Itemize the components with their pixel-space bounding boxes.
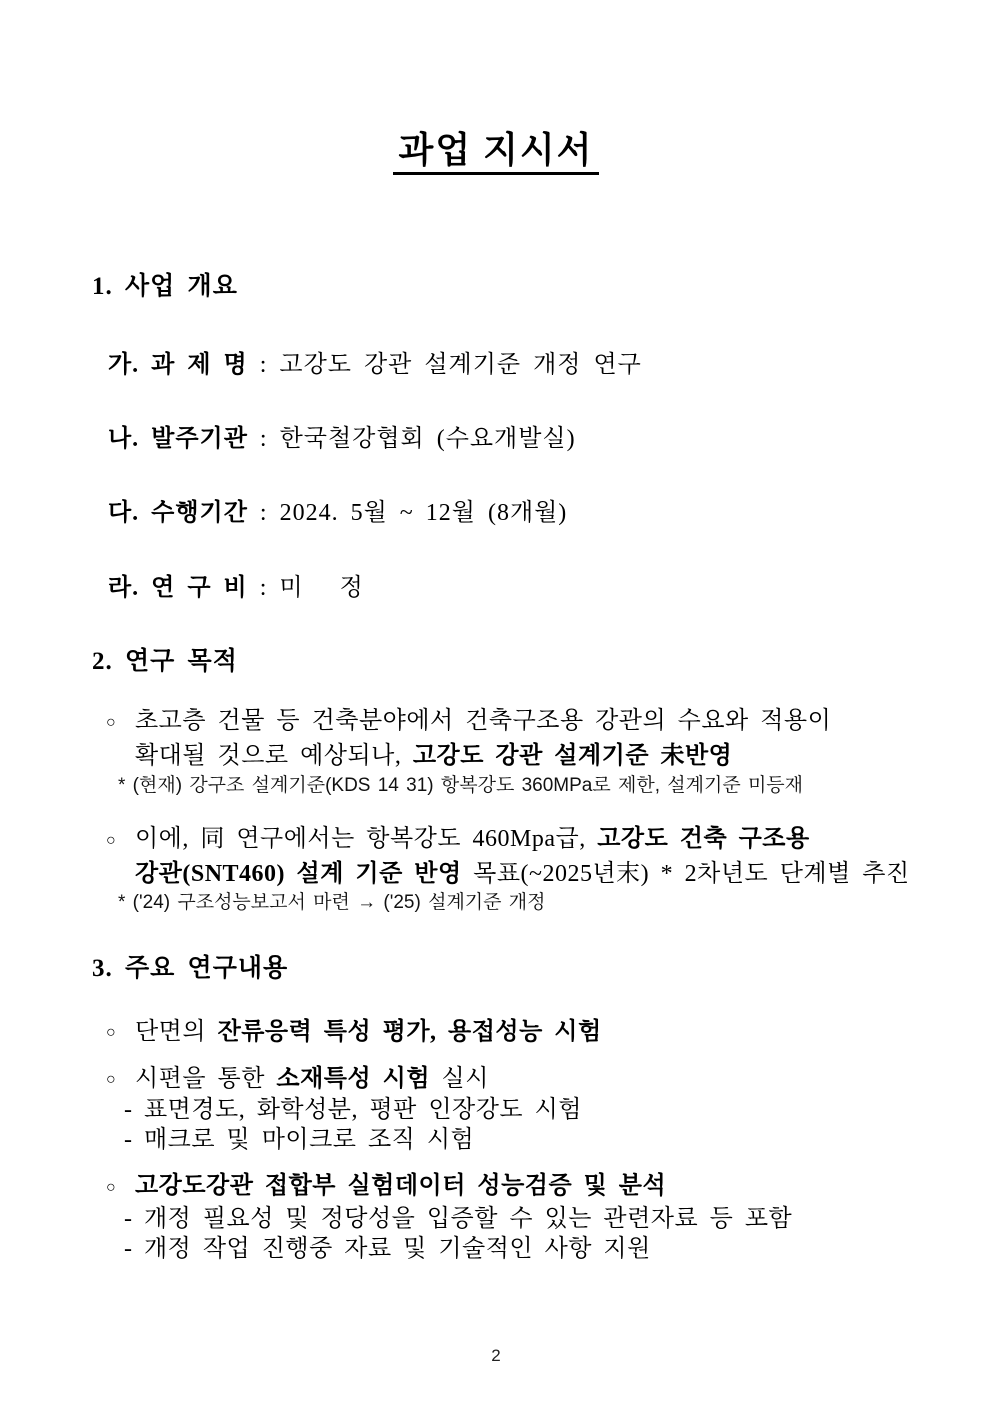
- circle-bullet-icon: ○: [106, 1179, 117, 1196]
- overview-item-ordering-org: [108, 424, 992, 454]
- bullet-text: 초고층 건물 등 건축분야에서 건축구조용 강관의 수요와 적용이 확대될 것으로 예상되나, 고강도 강관 설계기준 未반영: [135, 708, 832, 769]
- item-separator: :: [247, 352, 280, 378]
- circle-bullet-icon: ○: [106, 1071, 117, 1088]
- section-heading-2: 2. 연구 목적: [92, 648, 238, 675]
- content-bullet-2-dash-1: - 표면경도, 화학성분, 평판 인장강도 시험: [124, 1097, 582, 1123]
- bullet-text: 단면의 잔류응력 특성 평가, 용접성능 시험: [135, 1019, 602, 1045]
- content-bullet-2-dash-2: - 매크로 및 마이크로 조직 시험: [124, 1127, 475, 1153]
- item-label: 라. 연 구 비: [108, 575, 248, 601]
- circle-bullet-icon: ○: [106, 714, 117, 731]
- item-value: 한국철강협회 (수요개발실): [279, 426, 576, 452]
- content-bullet-3-dash-2: - 개정 작업 진행중 자료 및 기술적인 사항 지원: [124, 1236, 651, 1262]
- content-bullet-1: [106, 1016, 992, 1048]
- overview-item-project-name: [108, 350, 992, 380]
- purpose-bullet-2: [106, 822, 992, 892]
- overview-item-period: [108, 498, 992, 528]
- content-bullet-3-dash-1: - 개정 필요성 및 정당성을 입증할 수 있는 관련자료 등 포함: [124, 1206, 793, 1232]
- section-heading-1: 1. 사업 개요: [92, 273, 238, 300]
- bullet-text: 고강도강관 접합부 실험데이터 성능검증 및 분석: [135, 1173, 667, 1199]
- item-value: 2024. 5월 ~ 12월 (8개월): [279, 500, 568, 526]
- circle-bullet-icon: ○: [106, 832, 117, 849]
- item-separator: :: [247, 500, 280, 526]
- bullet-text: 시편을 통한 소재특성 시험 실시: [135, 1066, 489, 1092]
- section-heading-3: 3. 주요 연구내용: [92, 955, 289, 982]
- circle-bullet-icon: ○: [106, 1024, 117, 1041]
- overview-item-budget: [108, 573, 992, 603]
- item-separator: :: [247, 575, 280, 601]
- page-number: 2: [491, 1346, 501, 1365]
- item-separator: :: [247, 426, 280, 452]
- purpose-note-2: * ('24) 구조성능보고서 마련 → ('25) 설계기준 개정: [118, 892, 546, 913]
- document-title-text: 과업 지시서: [393, 130, 600, 175]
- item-label: 다. 수행기간: [108, 500, 248, 526]
- item-label: 가. 과 제 명: [108, 352, 248, 378]
- item-label: 나. 발주기관: [108, 426, 248, 452]
- item-value: 미 정: [279, 575, 364, 601]
- content-bullet-2: [106, 1063, 992, 1095]
- content-bullet-3: [106, 1169, 992, 1204]
- bullet-text: 이에, 同 연구에서는 항복강도 460Mpa급, 고강도 건축 구조용 강관(SNT460) 설계 기준 반영 목표(~2025년末) * 2차년도 단계별 추진: [135, 826, 910, 887]
- item-value: 고강도 강관 설계기준 개정 연구: [279, 352, 642, 378]
- purpose-bullet-1: [106, 704, 992, 774]
- document-title: [0, 126, 992, 174]
- purpose-note-1: * (현재) 강구조 설계기준(KDS 14 31) 항복강도 360MPa로 제한, 설계기준 미등재: [118, 775, 804, 796]
